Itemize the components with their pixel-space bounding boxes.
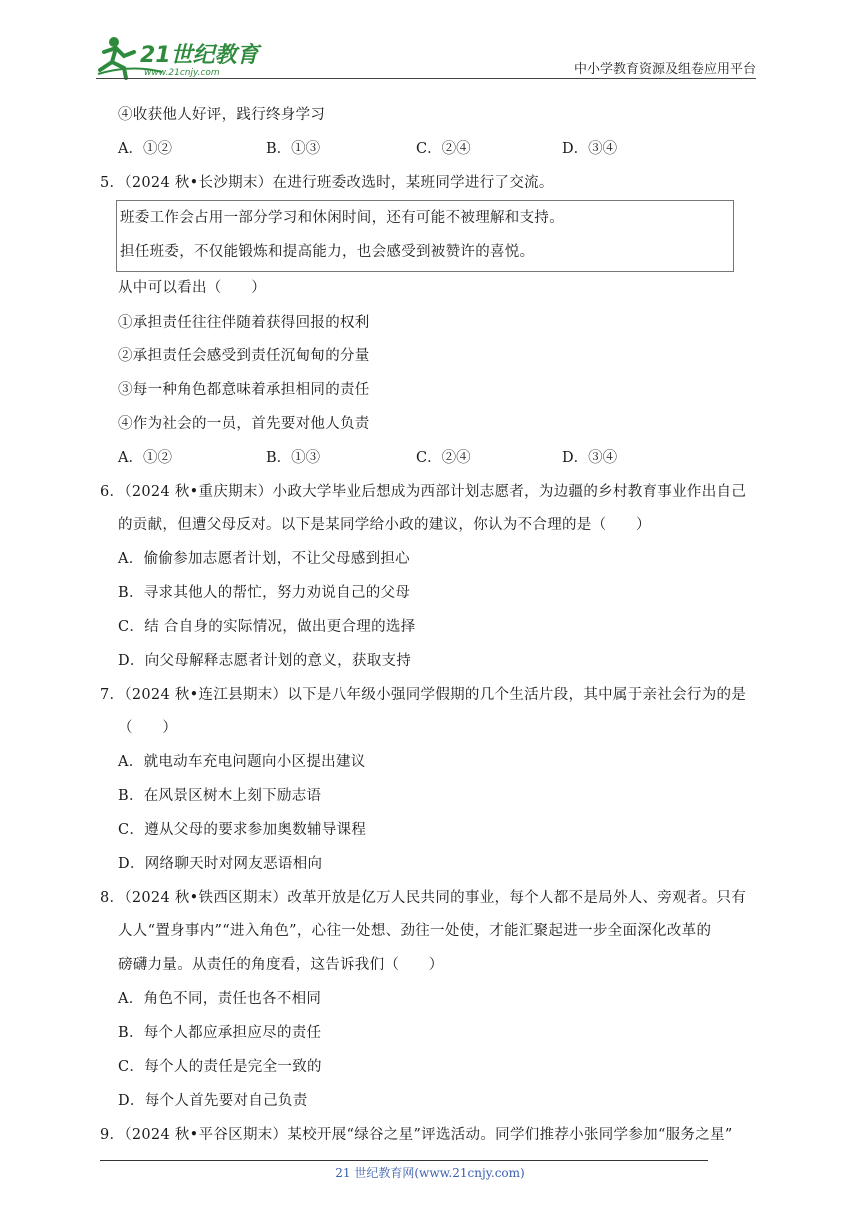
prev-item-4: ④收获他人好评，践行终身学习	[118, 107, 326, 123]
q7-option-b[interactable]: B．在风景区树木上刻下励志语	[118, 788, 322, 804]
q7-stem-line-2: （ ）	[118, 720, 178, 736]
q8-stem-line-2: 人人“置身事内”“进入角色”，心往一处想、劲往一处使，才能汇聚起进一步全面深化改革的	[118, 923, 712, 939]
q5-prompt: 从中可以看出（ ）	[118, 280, 266, 296]
option-d[interactable]: D．③④	[562, 141, 618, 157]
footer-divider	[100, 1160, 708, 1161]
platform-title: 中小学教育资源及组卷应用平台	[573, 62, 756, 77]
q8-option-d[interactable]: D．每个人首先要对自己负责	[118, 1093, 308, 1109]
q8-option-b[interactable]: B．每个人都应承担应尽的责任	[118, 1025, 322, 1041]
header-divider	[96, 78, 756, 79]
q5-item-2: ②承担责任会感受到责任沉甸甸的分量	[118, 348, 370, 364]
q8-stem-line-3: 磅礴力量。从责任的角度看，这告诉我们（ ）	[118, 957, 444, 973]
option-d[interactable]: D．③④	[562, 450, 618, 466]
option-a[interactable]: A．①②	[118, 450, 172, 466]
q8-option-a[interactable]: A．角色不同，责任也各不相同	[118, 991, 322, 1007]
q9-stem: 9．（2024 秋•平谷区期末）某校开展“绿谷之星”评选活动。同学们推荐小张同学参加“服务之星”	[100, 1127, 733, 1143]
logo-text: 21世纪教育	[140, 43, 259, 68]
q7-option-c[interactable]: C．遵从父母的要求参加奥数辅导课程	[118, 822, 367, 838]
q6-option-a[interactable]: A．偷偷参加志愿者计划，不让父母感到担心	[118, 551, 410, 567]
q5-item-1: ①承担责任往往伴随着获得回报的权利	[118, 315, 370, 331]
option-c[interactable]: C．②④	[416, 141, 471, 157]
q7-stem-line-1: 7．（2024 秋•连江县期末）以下是八年级小强同学假期的几个生活片段，其中属于亲社会行为的是	[100, 687, 747, 703]
q7-option-d[interactable]: D．网络聊天时对网友恶语相向	[118, 856, 323, 872]
q8-option-c[interactable]: C．每个人的责任是完全一致的	[118, 1059, 322, 1075]
q7-option-a[interactable]: A．就电动车充电问题向小区提出建议	[118, 754, 366, 770]
q6-option-d[interactable]: D．向父母解释志愿者计划的意义，获取支持	[118, 653, 412, 669]
q5-item-4: ④作为社会的一员，首先要对他人负责	[118, 416, 370, 432]
logo-url: www.21cnjy.com	[144, 68, 220, 78]
q5-box-line-2: 担任班委，不仅能锻炼和提高能力，也会感受到被赞许的喜悦。	[120, 244, 535, 260]
q5-item-3: ③每一种角色都意味着承担相同的责任	[118, 382, 370, 398]
option-b[interactable]: B．①③	[266, 141, 321, 157]
q6-stem-line-2: 的贡献，但遭父母反对。以下是某同学给小政的建议，你认为不合理的是（ ）	[118, 517, 651, 533]
site-logo[interactable]	[92, 34, 272, 80]
option-a[interactable]: A．①②	[118, 141, 172, 157]
option-c[interactable]: C．②④	[416, 450, 471, 466]
q6-stem-line-1: 6．（2024 秋•重庆期末）小政大学毕业后想成为西部计划志愿者，为边疆的乡村教育事业作出自己	[100, 484, 747, 500]
q6-option-b[interactable]: B．寻求其他人的帮忙，努力劝说自己的父母	[118, 585, 411, 601]
q8-stem-line-1: 8．（2024 秋•铁西区期末）改革开放是亿万人民共同的事业，每个人都不是局外人、旁观者。只有	[100, 890, 747, 906]
q6-option-c[interactable]: C．结 合自身的实际情况，做出更合理的选择	[118, 619, 416, 635]
option-b[interactable]: B．①③	[266, 450, 321, 466]
q5-box-line-1: 班委工作会占用一部分学习和休闲时间，还有可能不被理解和支持。	[120, 210, 564, 226]
footer-link[interactable]: 21 世纪教育网(www.21cnjy.com)	[335, 1166, 525, 1180]
q5-stem: 5．（2024 秋•长沙期末）在进行班委改选时，某班同学进行了交流。	[100, 175, 554, 191]
